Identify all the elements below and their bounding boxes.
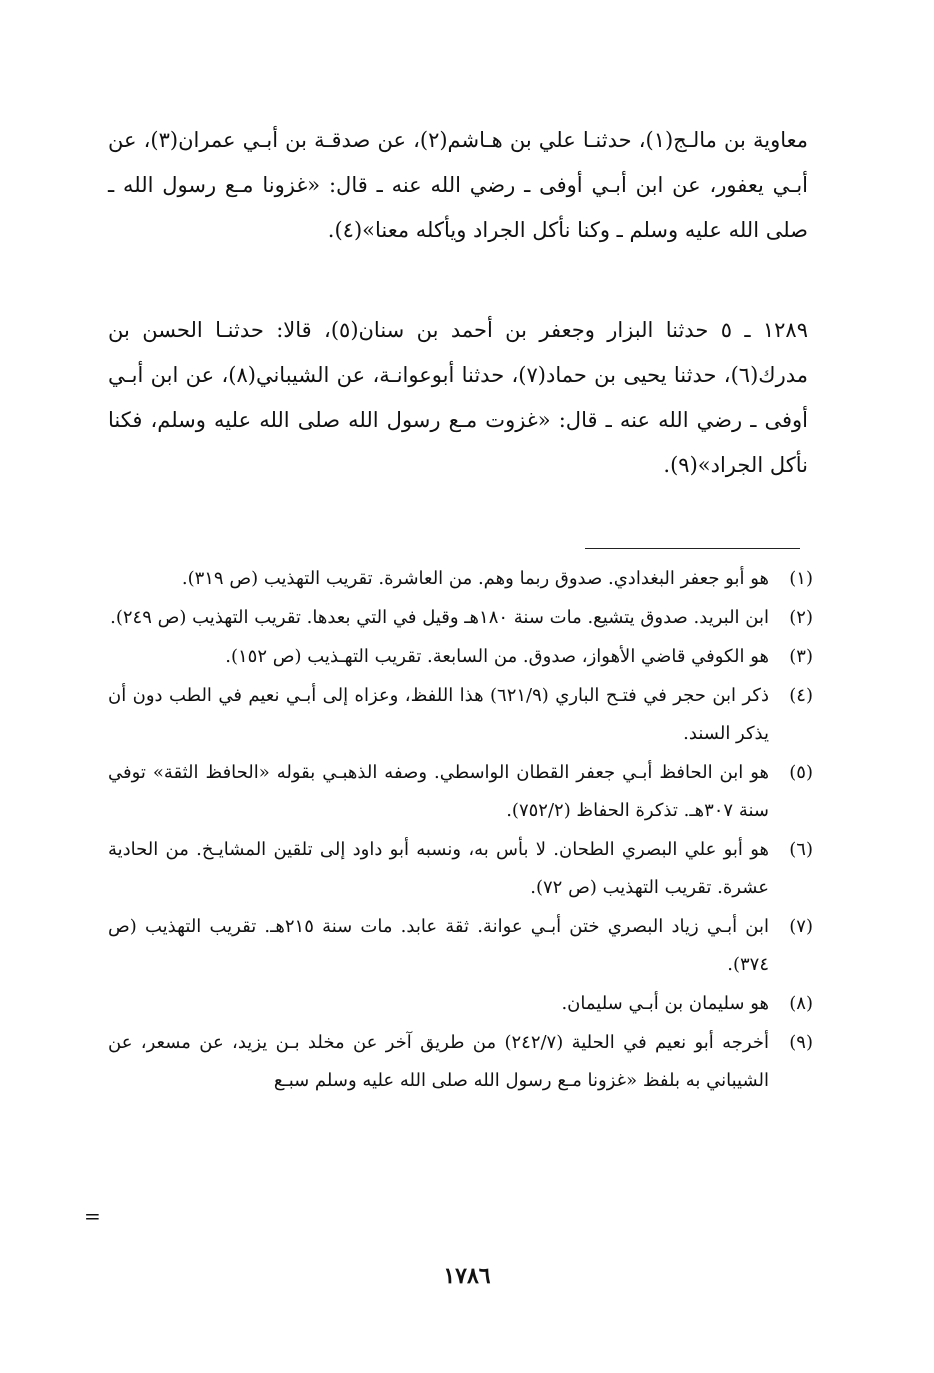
footnote-number: (١) bbox=[789, 568, 813, 589]
footnote-number: (٣) bbox=[789, 646, 813, 667]
body-paragraph-1: معاوية بن مالـج(١)، حدثنـا علي بن هـاشم(٢)، عن صدقـة بن أبـي عمران(٣)، عن أبـي يعفور، عن ابن أبـي أوفى ـ رضي الله عنه ـ قال: «غزونا مـع رسول الله ـ صلى الله عليه وسلم ـ وكنا نأكل الجراد ويأكله معنا»(٤). bbox=[108, 128, 808, 242]
footnote-number: (٧) bbox=[789, 916, 813, 937]
footnote-text: هو ابن الحافظ أبـي جعفر القطان الواسطي. وصفه الذهبـي بقوله «الحافظ الثقة» توفي سنة ٣٠٧هـ. تذكرة الحفاظ (٧٥٢/٢). bbox=[108, 762, 769, 821]
footnote-2 bbox=[108, 599, 813, 637]
footnote-6 bbox=[108, 831, 813, 907]
footnote-number: (٦) bbox=[789, 839, 813, 860]
footnotes bbox=[108, 560, 813, 1101]
body-paragraph-2: ١٢٨٩ ـ ٥ حدثنا البزار وجعفر بن أحمد بن سنان(٥)، قالا: حدثنـا الحسن بن مدرك(٦)، حدثنا يحيى بن حماد(٧)، حدثنا أبوعوانـة، عن الشيباني(٨)، عن ابن أبـي أوفى ـ رضي الله عنه ـ قال: «غزوت مـع رسول الله صلى الله عليه وسلم، فكنا نأكل الجراد»(٩). bbox=[108, 318, 808, 477]
footnote-8 bbox=[108, 985, 813, 1023]
footnote-1 bbox=[108, 560, 813, 598]
footnote-number: (٢) bbox=[789, 607, 813, 628]
footnote-text: ابن أبـي زياد البصري ختن أبـي عوانة. ثقة عابد. مات سنة ٢١٥هـ. تقريب التهذيب (ص ٣٧٤). bbox=[108, 916, 770, 975]
footnote-9 bbox=[108, 1024, 813, 1100]
footnote-text: هو سليمان بن أبـي سليمان. bbox=[561, 993, 769, 1014]
footnote-text: هو أبو جعفر البغدادي. صدوق ربما وهم. من العاشرة. تقريب التهذيب (ص ٣١٩). bbox=[181, 568, 769, 589]
footnote-text: هو الكوفي قاضي الأهواز، صدوق. من السابعة. تقريب التهـذيب (ص ١٥٢). bbox=[225, 646, 769, 667]
footnote-5 bbox=[108, 754, 813, 830]
continuation-mark: = bbox=[84, 1204, 101, 1228]
page-number: ١٧٨٦ bbox=[443, 1263, 491, 1289]
footnote-text: ذكر ابن حجر في فتـح الباري (٦٢١/٩) هذا اللفظ، وعزاه إلى أبـي نعيم في الطب دون أن يذكر السند. bbox=[108, 685, 770, 744]
footnote-7 bbox=[108, 908, 813, 984]
footnote-number: (٤) bbox=[789, 685, 813, 706]
footnote-separator bbox=[585, 548, 800, 549]
footnote-4 bbox=[108, 677, 813, 753]
footnote-text: ابن البريد. صدوق يتشيع. مات سنة ١٨٠هـ وقيل في التي بعدها. تقريب التهذيب (ص ٢٤٩). bbox=[110, 607, 769, 628]
footnote-text: هو أبو علي البصري الطحان. لا بأس به، ونسبه أبو داود إلى تلقين المشايـخ. من الحادية عشرة. تقريب التهذيب (ص ٧٢). bbox=[108, 839, 769, 898]
footnote-text: أخرجه أبو نعيم في الحلية (٢٤٢/٧) من طريق آخر عن مخلد بـن يزيد، عن مسعر، عن الشيباني به بلفظ «غزونا مـع رسول الله صلى الله عليه وسلم سبـع bbox=[108, 1032, 769, 1091]
footnote-number: (٩) bbox=[789, 1032, 813, 1053]
footnote-number: (٨) bbox=[789, 993, 813, 1014]
footnote-3 bbox=[108, 638, 813, 676]
footnote-number: (٥) bbox=[789, 762, 813, 783]
